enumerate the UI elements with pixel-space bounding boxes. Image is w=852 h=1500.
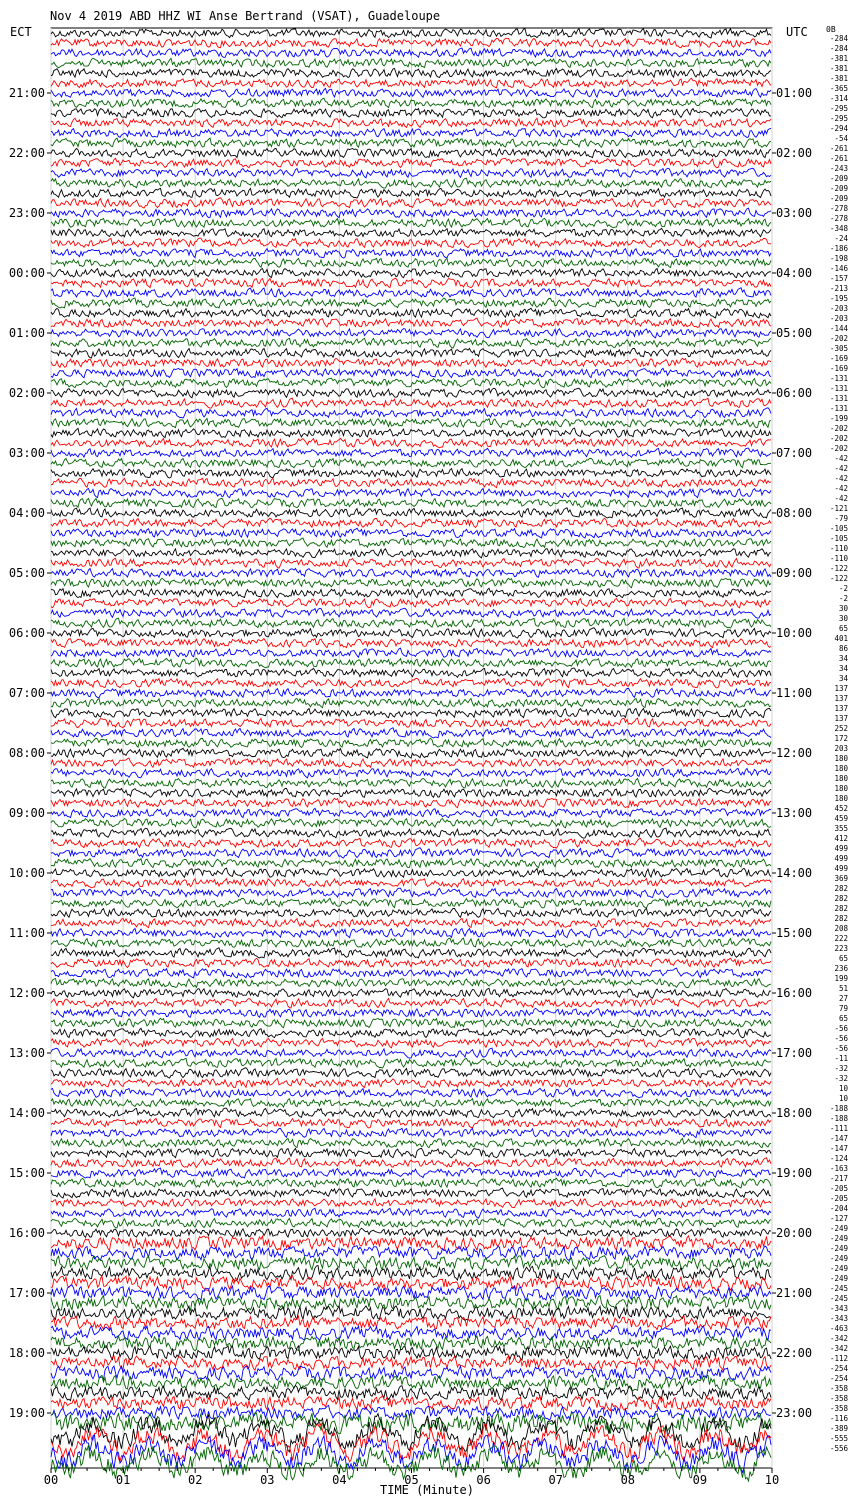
trace-offset-label: -295	[829, 104, 848, 113]
trace-offset-label: 10	[838, 1084, 848, 1093]
trace-offset-label: -54	[834, 134, 848, 143]
trace-offset-label: -124	[829, 1154, 848, 1163]
right-tick-label: 06:00	[776, 386, 813, 400]
trace-offset-label: -278	[829, 204, 848, 213]
trace-offset-label: -463	[829, 1324, 848, 1333]
trace-offset-label: -305	[829, 344, 848, 353]
trace-offset-label: -110	[829, 554, 848, 563]
trace-offset-label: -249	[829, 1254, 848, 1263]
trace-offset-label: 180	[834, 784, 848, 793]
x-tick-label: 00	[43, 1473, 59, 1487]
x-tick-label: 03	[260, 1473, 275, 1487]
trace-offset-label: -186	[829, 244, 848, 253]
left-tick-label: 03:00	[8, 446, 45, 460]
left-tick-label: 10:00	[8, 866, 45, 880]
x-axis-label: TIME (Minute)	[380, 1483, 474, 1497]
trace-offset-label: -202	[829, 424, 848, 433]
right-tick-label: 03:00	[776, 206, 813, 220]
trace-offset-label: 137	[834, 714, 848, 723]
trace-offset-label: -245	[829, 1284, 848, 1293]
trace-offset-label: -217	[829, 1174, 848, 1183]
x-tick-label: 02	[187, 1473, 203, 1487]
trace-offset-label: -121	[829, 504, 848, 513]
trace-offset-label: -42	[834, 494, 848, 503]
trace-offset-label: -198	[829, 254, 848, 263]
right-tick-label: 18:00	[776, 1106, 813, 1120]
trace-offset-label: 137	[834, 684, 848, 693]
trace-offset-label: -111	[829, 1124, 848, 1133]
left-tick-label: 17:00	[8, 1286, 45, 1300]
trace-offset-label: -249	[829, 1244, 848, 1253]
trace-offset-label: -188	[829, 1104, 848, 1113]
trace-offset-label: 236	[834, 964, 848, 973]
trace-offset-label: 223	[834, 944, 848, 953]
left-tick-label: 18:00	[8, 1346, 45, 1360]
trace-offset-label: 452	[834, 804, 848, 813]
trace-offset-label: -243	[829, 164, 848, 173]
left-tick-label: 14:00	[8, 1106, 45, 1120]
trace-offset-label: -105	[829, 524, 848, 533]
x-tick-label: 05	[404, 1473, 419, 1487]
trace-offset-label: -147	[829, 1134, 848, 1143]
trace-offset-label: -131	[829, 374, 848, 383]
trace-offset-label: 172	[834, 734, 848, 743]
trace-offset-label: -249	[829, 1264, 848, 1273]
trace-offset-label: 34	[838, 674, 848, 683]
trace-offset-label: 51	[838, 984, 848, 993]
right-tick-label: 17:00	[776, 1046, 813, 1060]
trace-offset-label: 137	[834, 694, 848, 703]
trace-offset-label: 180	[834, 794, 848, 803]
trace-offset-label: -157	[829, 274, 848, 283]
trace-offset-label: -343	[829, 1314, 848, 1323]
trace-offset-label: 282	[834, 884, 848, 893]
top-right-label: 0B	[826, 25, 836, 34]
trace-offset-label: 282	[834, 914, 848, 923]
left-tick-label: 06:00	[8, 626, 45, 640]
trace-offset-label: -122	[829, 564, 848, 573]
right-tick-label: 08:00	[776, 506, 813, 520]
trace-offset-label: -365	[829, 84, 848, 93]
trace-offset-label: -555	[829, 1434, 848, 1443]
trace-offset-label: -42	[834, 464, 848, 473]
trace-offset-label: -245	[829, 1294, 848, 1303]
trace-offset-label: 180	[834, 754, 848, 763]
trace-offset-label: -381	[829, 74, 848, 83]
trace-offset-label: -163	[829, 1164, 848, 1173]
trace-offset-label: -342	[829, 1344, 848, 1353]
trace-offset-label: 34	[838, 654, 848, 663]
trace-offset-label: -358	[829, 1404, 848, 1413]
trace-offset-label: 459	[834, 814, 848, 823]
trace-offset-label: 355	[834, 824, 848, 833]
trace-offset-label: -122	[829, 574, 848, 583]
trace-offset-label: 65	[838, 624, 848, 633]
right-tick-label: 16:00	[776, 986, 813, 1000]
trace-offset-label: -249	[829, 1274, 848, 1283]
trace-offset-label: -261	[829, 154, 848, 163]
trace-offset-label: 137	[834, 704, 848, 713]
right-timezone-label: UTC	[786, 25, 808, 39]
trace-offset-label: 401	[834, 634, 848, 643]
trace-offset-label: -42	[834, 474, 848, 483]
x-tick-label: 08	[620, 1473, 636, 1487]
trace-offset-label: -32	[834, 1064, 848, 1073]
x-tick-label: 10	[764, 1473, 780, 1487]
left-tick-label: 08:00	[8, 746, 45, 760]
trace-offset-label: -254	[829, 1374, 848, 1383]
trace-offset-label: -284	[829, 34, 848, 43]
trace-offset-label: 65	[838, 1014, 848, 1023]
trace-offset-label: 252	[834, 724, 848, 733]
trace-offset-label: -556	[829, 1444, 848, 1453]
trace-offset-label: -209	[829, 174, 848, 183]
trace-offset-label: -105	[829, 534, 848, 543]
x-tick-label: 06	[476, 1473, 491, 1487]
trace-offset-label: -205	[829, 1184, 848, 1193]
trace-offset-label: 79	[838, 1004, 848, 1013]
trace-offset-label: -131	[829, 404, 848, 413]
trace-offset-label: 499	[834, 864, 848, 873]
trace-offset-label: -116	[829, 1414, 848, 1423]
trace-offset-label: -110	[829, 544, 848, 553]
trace-offset-label: -169	[829, 354, 848, 363]
left-tick-label: 16:00	[8, 1226, 45, 1240]
left-tick-label: 23:00	[8, 206, 45, 220]
trace-offset-label: 499	[834, 844, 848, 853]
left-tick-label: 02:00	[8, 386, 45, 400]
trace-offset-label: -314	[829, 94, 848, 103]
right-tick-label: 23:00	[776, 1406, 813, 1420]
trace-offset-label: -56	[834, 1044, 848, 1053]
left-time-axis	[9, 86, 51, 1420]
trace-offset-label: -144	[829, 324, 848, 333]
trace-offset-label: -42	[834, 454, 848, 463]
left-tick-label: 22:00	[8, 146, 45, 160]
trace-offset-label: -56	[834, 1024, 848, 1033]
trace-offset-label: -79	[834, 514, 848, 523]
trace-offset-label: 282	[834, 904, 848, 913]
trace-offset-label: -32	[834, 1074, 848, 1083]
left-tick-label: 07:00	[8, 686, 45, 700]
trace-offset-label: -131	[829, 394, 848, 403]
right-tick-label: 21:00	[776, 1286, 813, 1300]
trace-offset-label: -205	[829, 1194, 848, 1203]
trace-offset-label: -202	[829, 334, 848, 343]
trace-offset-label: -342	[829, 1334, 848, 1343]
left-tick-label: 05:00	[8, 566, 45, 580]
trace-offset-label: -209	[829, 194, 848, 203]
trace-offset-label: 34	[838, 664, 848, 673]
right-tick-label: 09:00	[776, 566, 813, 580]
right-tick-label: 05:00	[776, 326, 813, 340]
right-tick-label: 10:00	[776, 626, 813, 640]
trace-offset-label: -11	[834, 1054, 848, 1063]
left-tick-label: 12:00	[8, 986, 45, 1000]
trace-offset-label: 203	[834, 744, 848, 753]
trace-offset-label: -203	[829, 304, 848, 313]
trace-offset-label: 30	[838, 604, 848, 613]
right-tick-label: 01:00	[776, 86, 813, 100]
trace-offset-label: -389	[829, 1424, 848, 1433]
trace-offset-label: -358	[829, 1384, 848, 1393]
trace-offset-label: 86	[838, 644, 848, 653]
trace-offset-label: -343	[829, 1304, 848, 1313]
trace-offset-label: -204	[829, 1204, 848, 1213]
right-tick-label: 13:00	[776, 806, 813, 820]
left-tick-label: 13:00	[8, 1046, 45, 1060]
trace-offset-label: 369	[834, 874, 848, 883]
x-tick-label: 01	[115, 1473, 131, 1487]
trace-offset-label: 282	[834, 894, 848, 903]
x-tick-label: 04	[332, 1473, 347, 1487]
trace-offset-label: -2	[838, 584, 848, 593]
trace-offset-label: -56	[834, 1034, 848, 1043]
trace-offset-label: 65	[838, 954, 848, 963]
right-tick-label: 02:00	[776, 146, 813, 160]
trace-offset-label: -202	[829, 434, 848, 443]
trace-offset-label: -112	[829, 1354, 848, 1363]
left-tick-label: 00:00	[8, 266, 45, 280]
left-tick-label: 21:00	[8, 86, 45, 100]
trace-offset-label: -24	[834, 234, 848, 243]
trace-offset-label: -381	[829, 54, 848, 63]
right-tick-label: 07:00	[776, 446, 813, 460]
trace-offset-label: 27	[838, 994, 848, 1003]
trace-offset-label: 208	[834, 924, 848, 933]
right-tick-label: 12:00	[776, 746, 813, 760]
right-tick-label: 20:00	[776, 1226, 813, 1240]
trace-offset-label: 222	[834, 934, 848, 943]
trace-offset-label: 499	[834, 854, 848, 863]
left-tick-label: 04:00	[8, 506, 45, 520]
trace-offset-label: -284	[829, 44, 848, 53]
trace-offset-label: 10	[838, 1094, 848, 1103]
trace-offset-label: -147	[829, 1144, 848, 1153]
trace-offset-label: 180	[834, 764, 848, 773]
trace-offset-label: -188	[829, 1114, 848, 1123]
trace-offset-label: 412	[834, 834, 848, 843]
left-tick-label: 11:00	[8, 926, 45, 940]
trace-offset-label: -381	[829, 64, 848, 73]
trace-offset-label: 180	[834, 774, 848, 783]
trace-offset-label: -278	[829, 214, 848, 223]
left-tick-label: 19:00	[8, 1406, 45, 1420]
trace-offset-label: -146	[829, 264, 848, 273]
trace-offset-label: -2	[838, 594, 848, 603]
right-tick-label: 11:00	[776, 686, 813, 700]
trace-offset-label: -195	[829, 294, 848, 303]
trace-offset-label: -131	[829, 384, 848, 393]
trace-offset-label: -261	[829, 144, 848, 153]
right-tick-label: 19:00	[776, 1166, 813, 1180]
trace-offset-label: 30	[838, 614, 848, 623]
trace-offset-label: -358	[829, 1394, 848, 1403]
trace-offset-label: -213	[829, 284, 848, 293]
right-tick-label: 22:00	[776, 1346, 813, 1360]
trace-offset-label: -254	[829, 1364, 848, 1373]
left-tick-label: 09:00	[8, 806, 45, 820]
trace-offset-label: -203	[829, 314, 848, 323]
left-tick-label: 01:00	[8, 326, 45, 340]
x-tick-label: 07	[548, 1473, 563, 1487]
chart-title: Nov 4 2019 ABD HHZ WI Anse Bertrand (VSAT), Guadeloupe	[50, 9, 441, 23]
x-tick-label: 09	[692, 1473, 708, 1487]
trace-offset-label: -249	[829, 1234, 848, 1243]
right-tick-label: 14:00	[776, 866, 813, 880]
trace-offset-label: -348	[829, 224, 848, 233]
trace-offset-label: -199	[829, 414, 848, 423]
trace-offset-labels	[830, 34, 849, 1453]
trace-offset-label: -202	[829, 444, 848, 453]
trace-offset-label: -294	[829, 124, 848, 133]
right-tick-label: 04:00	[776, 266, 813, 280]
left-tick-label: 15:00	[8, 1166, 45, 1180]
trace-offset-label: -209	[829, 184, 848, 193]
trace-offset-label: 199	[834, 974, 848, 983]
trace-offset-label: -295	[829, 114, 848, 123]
trace-offset-label: -169	[829, 364, 848, 373]
left-timezone-label: ECT	[10, 25, 32, 39]
trace-offset-label: -42	[834, 484, 848, 493]
trace-offset-label: -127	[829, 1214, 848, 1223]
trace-offset-label: -249	[829, 1224, 848, 1233]
right-time-axis	[772, 86, 812, 1420]
right-tick-label: 15:00	[776, 926, 813, 940]
